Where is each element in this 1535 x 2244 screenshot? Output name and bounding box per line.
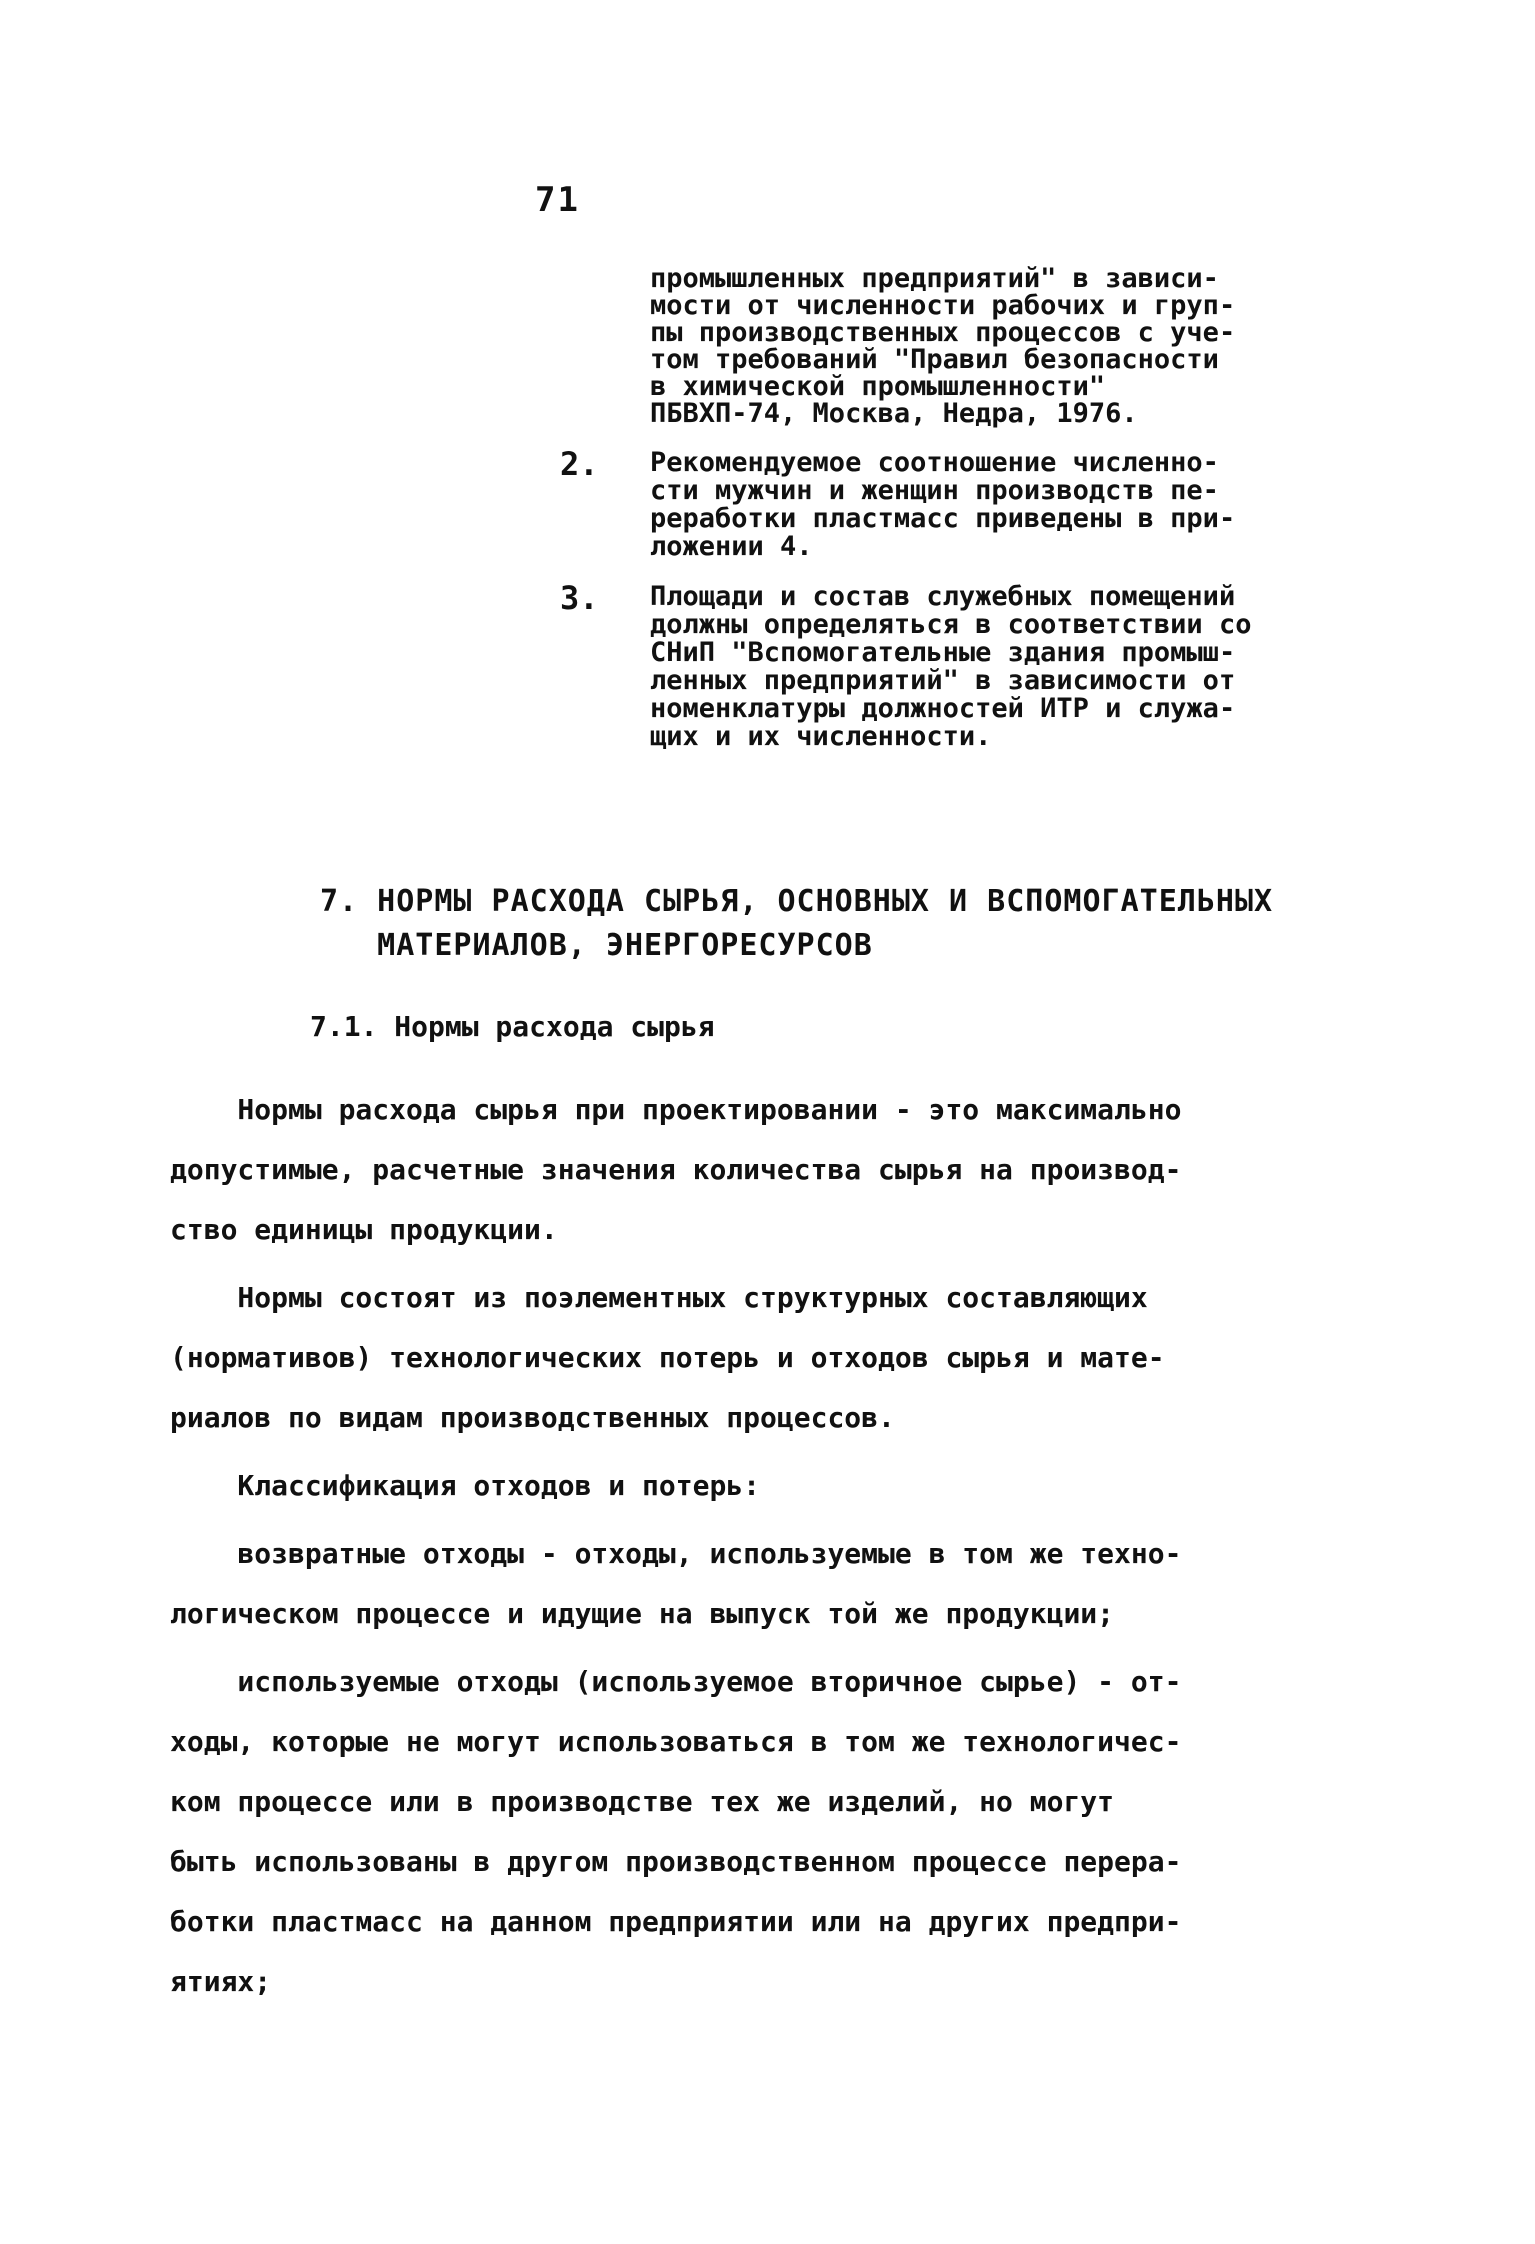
subsection-heading: 7.1. Нормы расхода сырья [310,1010,715,1043]
note-item [560,445,1420,562]
section-heading: 7. НОРМЫ РАСХОДА СЫРЬЯ, ОСНОВНЫХ И ВСПОМОГАТЕЛЬНЫХ МАТЕРИАЛОВ, ЭНЕРГОРЕСУРСОВ [320,884,1274,963]
note-item [560,579,1420,752]
paragraph: Классификация отходов и потерь: [170,1469,761,1502]
note-number: 3. [560,579,599,617]
note-text: Площади и состав служебных помещений должны определяться в соответствии со СНиП "Вспомогательные здания промыш- ленных предприятий" в зависимости от номенклатуры должностей ИТР и служа- щих и их численности. [650,581,1252,752]
paragraph: Нормы расхода сырья при проектировании - это максимально допустимые, расчетные значения количества сырья на производ- ство единицы продукции. [170,1093,1182,1246]
body-text [170,1080,1350,2020]
paragraph: Нормы состоят из поэлементных структурных составляющих (нормативов) технологических потерь и отходов сырья и мате- риалов по видам производственных процессов. [170,1281,1165,1434]
footnotes-block [560,265,1420,751]
note-text: Рекомендуемое соотношение численно- сти мужчин и женщин производств пе- реработки пластмасс приведены в при- ложении 4. [650,447,1236,562]
note-number: 2. [560,445,599,483]
paragraph: используемые отходы (используемое вторичное сырье) - от- ходы, которые не могут использоваться в том же технологичес- ком процессе или в производстве тех же изделий, но могут быть использованы в другом производственном процессе перера- ботки пластмасс на данном предприятии или на других предпри- ятиях; [170,1665,1182,1998]
page-number: 71 [535,180,580,220]
paragraph: возвратные отходы - отходы, используемые в том же техно- логическом процессе и идущие на выпуск той же продукции; [170,1537,1182,1630]
note-continuation: промышленных предприятий" в зависи- мости от численности рабочих и груп- пы производственных процессов с уче- том требований "Правил безопасности в химической промышленности" ПБВХП-74, Москва, Недра, 1976. [650,263,1236,429]
